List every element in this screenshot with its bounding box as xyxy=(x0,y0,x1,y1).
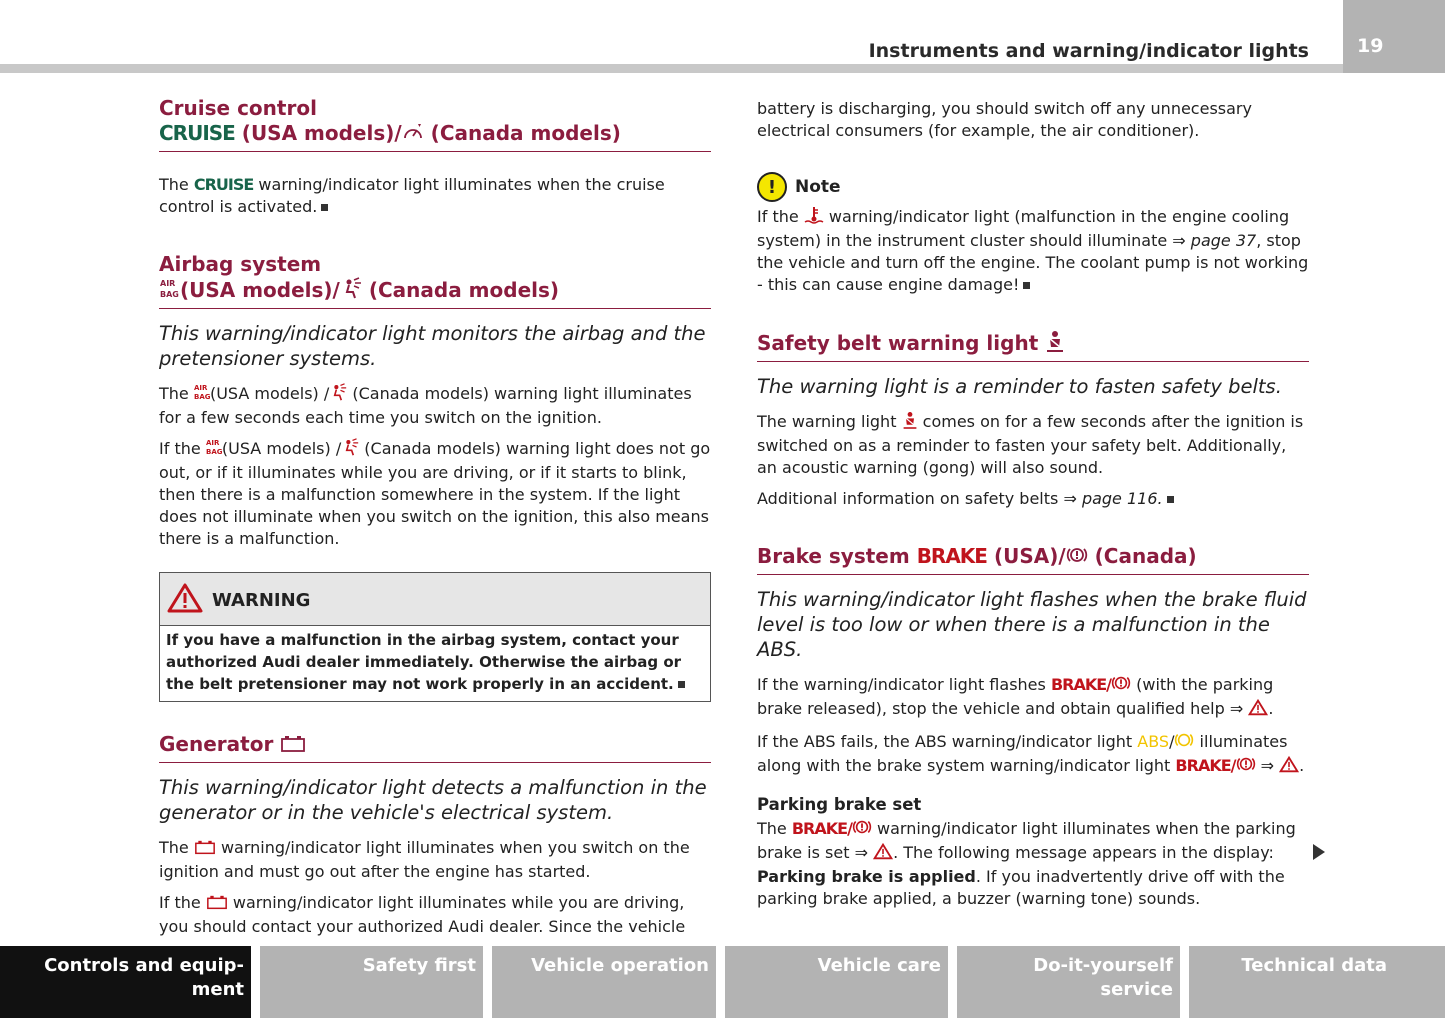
cruise-symbol: CRUISE xyxy=(159,121,235,145)
note-paragraph xyxy=(757,206,1309,296)
next-page-arrow-icon[interactable] xyxy=(1313,844,1325,860)
cruise-title-canada: (Canada models) xyxy=(430,121,621,145)
generator-paragraph-1 xyxy=(159,837,711,883)
battery-icon-inline xyxy=(194,839,216,861)
warning-triangle-icon-inline-3[interactable] xyxy=(873,843,893,866)
generator-paragraph-2 xyxy=(159,892,711,938)
tab-do-it-yourself-service[interactable]: Do-it-yourself service xyxy=(957,946,1180,1018)
cruise-symbol-inline: CRUISE xyxy=(193,175,254,194)
exclamation-note-icon: ! xyxy=(757,172,787,202)
seatbelt-icon-inline xyxy=(902,411,918,435)
brake-p3-a: The xyxy=(757,819,787,838)
end-mark xyxy=(678,681,685,688)
airbag-usa-icon-inline-2 xyxy=(205,438,223,462)
airbag-p1-c: (Canada models) warning light illuminates for a few seconds each time you switch on the ignition. xyxy=(159,384,692,427)
brake-title-line xyxy=(757,544,1309,571)
airbag-title-canada: (Canada models) xyxy=(368,278,560,302)
generator-title-line xyxy=(159,732,711,759)
belt-p2-a: Additional information on safety belts ⇒ xyxy=(757,489,1077,508)
warning-header xyxy=(160,573,710,626)
belt-lead: The warning light is a reminder to fasten safety belts. xyxy=(757,375,1282,398)
cruise-speedometer-icon xyxy=(402,122,424,148)
generator-title: Generator xyxy=(159,732,274,756)
airbag-p2-b: (USA models) / xyxy=(221,439,342,458)
belt-heading xyxy=(757,330,1309,362)
airbag-lead: This warning/indicator light monitors the airbag and the pretensioner systems. xyxy=(159,322,706,370)
brake-p2-a: If the ABS fails, the ABS warning/indicator light xyxy=(757,732,1133,751)
cruise-heading xyxy=(159,96,711,152)
airbag-usa-icon-inline xyxy=(193,383,211,407)
note-page-link[interactable]: page 37 xyxy=(1190,231,1257,250)
generator-lead: This warning/indicator light detects a malfunction in the generator or in the vehicle's electrical system. xyxy=(159,776,707,824)
airbag-paragraph-2 xyxy=(159,438,711,550)
generator-p1-b: warning/indicator light illuminates when you switch on the ignition and must go out after the engine has started. xyxy=(159,838,690,881)
brake-circle-icon xyxy=(1066,545,1088,571)
airbag-p2-a: If the xyxy=(159,439,201,458)
brake-circle-icon-inline-2 xyxy=(1236,755,1256,779)
airbag-usa-icon xyxy=(159,277,179,305)
brake-p1-b: (with the parking brake released), stop the vehicle and obtain qualified help ⇒ xyxy=(757,675,1274,718)
brake-p3-b: warning/indicator light illuminates when the parking brake is set ⇒ xyxy=(757,819,1296,862)
brake-circle-icon-inline xyxy=(1111,674,1131,698)
left-column xyxy=(159,96,711,947)
airbag-heading xyxy=(159,252,711,309)
right-column xyxy=(757,98,1309,919)
tab-technical-data[interactable]: Technical data xyxy=(1189,946,1445,1018)
brake-p1-a: If the warning/indicator light flashes xyxy=(757,675,1046,694)
belt-page-link[interactable]: page 116. xyxy=(1081,489,1163,508)
airbag-title-usa: (USA models)/ xyxy=(179,278,340,302)
cruise-p1-b: warning/indicator light illuminates when the cruise control is activated. xyxy=(159,175,665,216)
parking-brake-subheading: Parking brake set xyxy=(757,795,922,814)
brake-title-usa: (USA)/ xyxy=(993,544,1066,568)
generator-heading xyxy=(159,732,711,763)
airbag-title: Airbag system xyxy=(159,252,322,276)
generator-p2-a: If the xyxy=(159,893,201,912)
warning-triangle-icon-inline[interactable] xyxy=(1248,699,1268,722)
warning-text-body: If you have a malfunction in the airbag system, contact your authorized Audi dealer immediately. Otherwise the airbag or the belt pretensioner may not work properly in an accident. xyxy=(166,631,682,693)
belt-p1-a: The warning light xyxy=(757,412,897,431)
seatbelt-icon xyxy=(1045,330,1065,358)
cruise-p1-a: The xyxy=(159,175,189,194)
cruise-title: Cruise control xyxy=(159,96,317,120)
battery-icon xyxy=(280,734,306,759)
brake-heading xyxy=(757,544,1309,575)
end-mark xyxy=(321,204,328,211)
note-header xyxy=(757,172,1309,202)
belt-paragraph-2 xyxy=(757,488,1309,510)
airbag-p1-a: The xyxy=(159,384,189,403)
abs-circle-icon xyxy=(1174,731,1194,755)
tab-vehicle-care[interactable]: Vehicle care xyxy=(725,946,948,1018)
header-rule xyxy=(0,64,1445,73)
brake-title: Brake system xyxy=(757,544,910,568)
airbag-title-line2 xyxy=(159,277,711,305)
battery-icon-inline-2 xyxy=(206,894,228,916)
brake-circle-icon-inline-3 xyxy=(852,818,872,842)
brake-title-canada: (Canada) xyxy=(1094,544,1197,568)
brake-symbol: BRAKE xyxy=(916,544,987,568)
airbag-canada-icon xyxy=(340,277,362,305)
generator-p1-a: The xyxy=(159,838,189,857)
cruise-paragraph xyxy=(159,174,711,218)
end-mark xyxy=(1023,282,1030,289)
warning-triangle-icon xyxy=(166,582,204,619)
airbag-p1-b: (USA models) / xyxy=(209,384,330,403)
brake-lead: This warning/indicator light flashes when the brake fluid level is too low or when there is a malfunction in the ABS. xyxy=(757,588,1307,661)
brake-symbol-inline-2: BRAKE xyxy=(1175,756,1231,775)
warning-text xyxy=(160,626,710,701)
brake-p2-b: illuminates along with the brake system warning/indicator light xyxy=(757,732,1288,775)
belt-paragraph-1 xyxy=(757,411,1309,479)
brake-paragraph-1: If the warning/indicator light flashes BRAKE/ (with the parking brake released), stop the vehicle and obtain qualified help ⇒ . xyxy=(757,674,1309,722)
brake-symbol-inline-3: BRAKE xyxy=(791,819,848,838)
svg-text:AIR: AIR xyxy=(193,384,208,392)
coolant-temperature-icon xyxy=(804,206,824,230)
end-mark xyxy=(1167,496,1174,503)
brake-symbol-inline: BRAKE xyxy=(1050,675,1107,694)
page-number-tab xyxy=(1343,0,1445,73)
generator-continued: battery is discharging, you should switch off any unnecessary electrical consumers (for example, the air conditioner). xyxy=(757,99,1252,140)
page-header-title: Instruments and warning/indicator lights xyxy=(868,40,1309,62)
tab-safety-first[interactable]: Safety first xyxy=(260,946,483,1018)
tab-controls-and-equipment[interactable]: Controls and equip-ment xyxy=(0,946,251,1018)
belt-p1-b: comes on for a few seconds after the ignition is switched on as a reminder to fasten your safety belt. Additionally, an acoustic warning (gong) will also sound. xyxy=(757,412,1304,477)
note-label: Note xyxy=(795,177,841,197)
parking-brake-message: Parking brake is applied xyxy=(757,867,976,886)
warning-label: WARNING xyxy=(212,590,311,611)
note-a: If the xyxy=(757,207,799,226)
cruise-title-line2 xyxy=(159,121,711,148)
brake-paragraph-2: If the ABS fails, the ABS warning/indicator light ABS/ illuminates along with the brake system warning/indicator light BRAKE/ ⇒ . xyxy=(757,731,1309,779)
abs-symbol: ABS xyxy=(1137,732,1170,751)
brake-p2-c: ⇒ xyxy=(1260,756,1274,775)
belt-title-line xyxy=(757,330,1309,358)
airbag-canada-icon-inline-2 xyxy=(341,438,359,462)
tab-vehicle-operation[interactable]: Vehicle operation xyxy=(492,946,716,1018)
brake-paragraph-3: The BRAKE/ warning/indicator light illuminates when the parking brake is set ⇒ . The following message appears in the display: Parking brake is applied. If you inadvertently drive off with the parking brake applied, a buzzer (warning tone) sounds. xyxy=(757,819,1296,908)
belt-title: Safety belt warning light xyxy=(757,331,1039,355)
generator-p2-b: warning/indicator light illuminates while you are driving, you should contact your authorized Audi dealer. Since the vehicle xyxy=(159,893,686,936)
warning-triangle-icon-inline-2[interactable] xyxy=(1279,756,1299,779)
footer-nav xyxy=(0,946,1445,1018)
airbag-canada-icon-inline xyxy=(329,383,347,407)
airbag-p2-c: (Canada models) warning light does not go out, or if it illuminates while you are driving, or if it starts to blink, then there is a malfunction somewhere in the system. If the light does not illuminate when you switch on the ignition, this also means there is a malfunction. xyxy=(159,439,711,548)
svg-text:AIR: AIR xyxy=(160,279,176,288)
brake-p3-c: . The following message appears in the display: xyxy=(893,843,1274,862)
svg-text:BAG: BAG xyxy=(160,290,179,299)
warning-box xyxy=(159,572,711,702)
airbag-paragraph-1 xyxy=(159,383,711,429)
note-c: , stop the vehicle and turn off the engine. The coolant pump is not working - this can cause engine damage! xyxy=(757,231,1309,294)
svg-text:BAG: BAG xyxy=(205,448,223,456)
svg-text:AIR: AIR xyxy=(205,439,220,447)
note-b: warning/indicator light (malfunction in the engine cooling system) in the instrument cluster should illuminate ⇒ xyxy=(757,207,1290,250)
brake-p3-d: . If you inadvertently drive off with the parking brake applied, a buzzer (warning tone) sounds. xyxy=(757,867,1285,908)
page-number: 19 xyxy=(1357,35,1384,57)
svg-text:BAG: BAG xyxy=(193,393,211,401)
cruise-title-usa: (USA models)/ xyxy=(241,121,402,145)
